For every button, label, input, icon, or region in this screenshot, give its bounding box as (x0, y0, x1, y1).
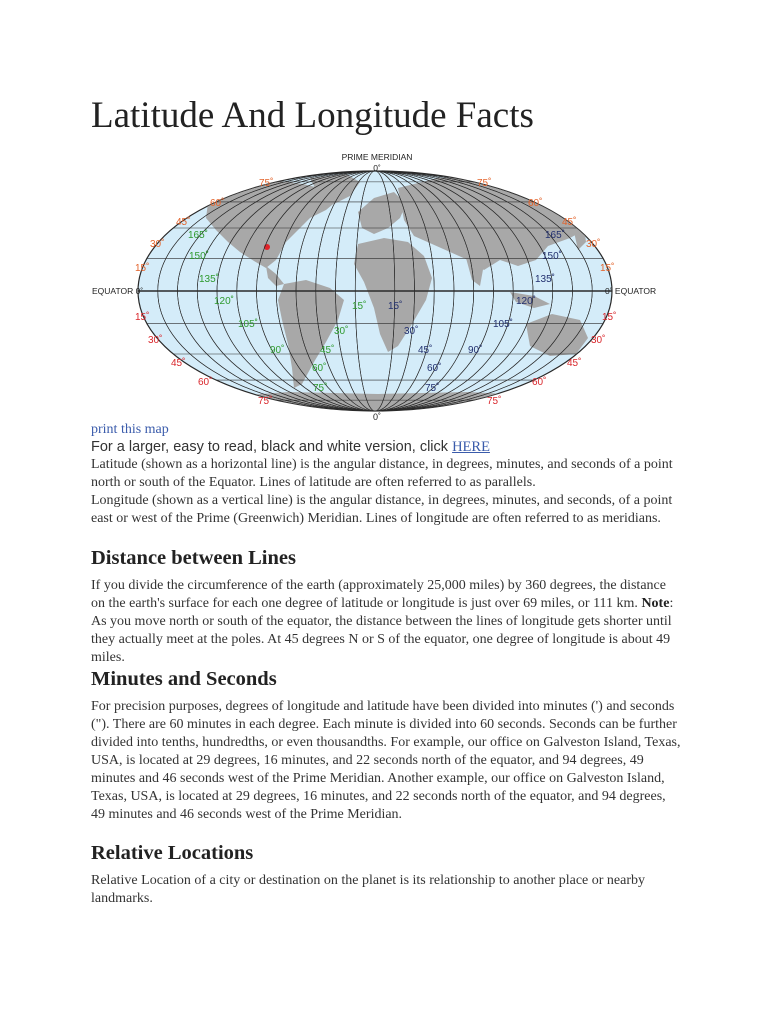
note-label: Note (641, 596, 670, 611)
lon-west-135: 135˚ (199, 274, 220, 285)
lon-west-105: 105˚ (238, 319, 259, 330)
lon-east-45: 45˚ (418, 345, 433, 356)
lat-south-30-right: 30˚ (591, 335, 606, 346)
lat-north-15-right: 15˚ (600, 263, 615, 274)
minutes-paragraph: For precision purposes, degrees of longitude and latitude have been divided into minutes (') and seconds ("). There are 60 minutes in each degree. Each minute is divided into 60 seconds. Seconds can be further divided into tenths, hundredths, or even thousandths. For example, our office on Galveston Island, Texas, USA, is located at 29 degrees, 16 minutes, and 22 seconds north of the equator, and 94 degrees, 49 minutes and 46 seconds west of the Prime Meridian. Another example, our office on Galveston Island, Texas, USA, is located at 29 degrees, 16 minutes, and 22 seconds north of the equator, and 94 degrees, 49 minutes and 46 seconds west of the Prime Meridian. (91, 699, 681, 822)
lon-east-75: 75˚ (425, 383, 440, 394)
relative-paragraph: Relative Location of a city or destination on the planet is its relationship to another place or nearby landmarks. (91, 873, 645, 906)
larger-version-line (91, 438, 490, 456)
lat-north-15-left: 15˚ (135, 263, 150, 274)
lon-west-75: 75˚ (313, 383, 328, 394)
lon-east-30: 30˚ (404, 326, 419, 337)
lon-east-120: 120˚ (516, 296, 537, 307)
lon-east-165: 165˚ (545, 230, 566, 241)
lat-north-75-right: 75˚ (477, 178, 492, 189)
lat-south-45-left: 45˚ (171, 358, 186, 369)
section-heading-minutes: Minutes and Seconds (91, 668, 277, 690)
print-map-link[interactable]: print this map (91, 422, 169, 437)
distance-paragraph (91, 577, 683, 667)
lon-west-165: 165˚ (188, 230, 209, 241)
lat-south-15-left: 15˚ (135, 312, 150, 323)
lon-west-120: 120˚ (214, 296, 235, 307)
distance-text-after: : As you move north or south of the equator, the distance between the lines of longitude gets shorter until they actually meet at the poles. At 45 degrees N or S of the equator, one degree of longitude is about 49 miles. (91, 596, 674, 665)
lon-east-90: 90˚ (468, 345, 483, 356)
lat-south-30-left: 30˚ (148, 335, 163, 346)
lat-south-60-right: 60˚ (532, 377, 547, 388)
section-heading-distance: Distance between Lines (91, 547, 296, 569)
world-map (88, 148, 678, 424)
lon-west-15: 15˚ (352, 301, 367, 312)
lon-west-90: 90˚ (270, 345, 285, 356)
zero-bottom-label: 0˚ (372, 412, 382, 422)
lat-north-30-right: 30˚ (586, 239, 601, 250)
lon-east-150: 150˚ (542, 251, 563, 262)
lon-east-105: 105˚ (493, 319, 514, 330)
lat-south-75-left: 75˚ (258, 396, 273, 407)
lon-west-150: 150˚ (189, 251, 210, 262)
lat-north-45-right: 45˚ (562, 217, 577, 228)
equator-right-label: 0˚ EQUATOR (605, 286, 657, 296)
lon-east-15: 15˚ (388, 301, 403, 312)
longitude-paragraph: Longitude (shown as a vertical line) is the angular distance, in degrees, minutes, and seconds, of a point east or west of the Prime (Greenwich) Meridian. Lines of longitude are often referred to as meridians. (91, 493, 673, 526)
lon-west-60: 60˚ (312, 363, 327, 374)
lon-east-135: 135˚ (535, 274, 556, 285)
latitude-paragraph: Latitude (shown as a horizontal line) is the angular distance, in degrees, minutes, and seconds of a point north or south of the Equator. Lines of latitude are often referred to as parallels. (91, 457, 673, 490)
new-zealand (600, 354, 610, 374)
lat-south-60-left: 60˚ (198, 377, 213, 388)
lat-north-60-left: 60˚ (210, 198, 225, 209)
lat-south-45-right: 45˚ (567, 358, 582, 369)
zero-top-label: 0˚ (373, 163, 381, 173)
equator-left-label: EQUATOR 0˚ (92, 286, 144, 296)
lon-west-45: 45˚ (320, 345, 335, 356)
lat-south-15-right: 15˚ (602, 312, 617, 323)
distance-text-before: If you divide the circumference of the earth (approximately 25,000 miles) by 360 degrees, the distance on the earth's surface for each one degree of latitude or longitude is just over 69 miles, or 111 km. (91, 578, 666, 611)
lon-west-30: 30˚ (334, 326, 349, 337)
lat-north-45-left: 45˚ (176, 217, 191, 228)
lat-north-60-right: 60˚ (528, 198, 543, 209)
lat-south-75-right: 75˚ (487, 396, 502, 407)
page-title: Latitude And Longitude Facts (91, 95, 534, 136)
prime-meridian-label: PRIME MERIDIAN (341, 152, 413, 162)
lat-north-30-left: 30˚ (150, 239, 165, 250)
section-heading-relative: Relative Locations (91, 842, 254, 864)
lat-north-75-left: 75˚ (259, 178, 274, 189)
larger-version-text: For a larger, easy to read, black and white version, click (91, 439, 453, 455)
here-link[interactable]: HERE (452, 439, 490, 455)
lon-east-60: 60˚ (427, 363, 442, 374)
